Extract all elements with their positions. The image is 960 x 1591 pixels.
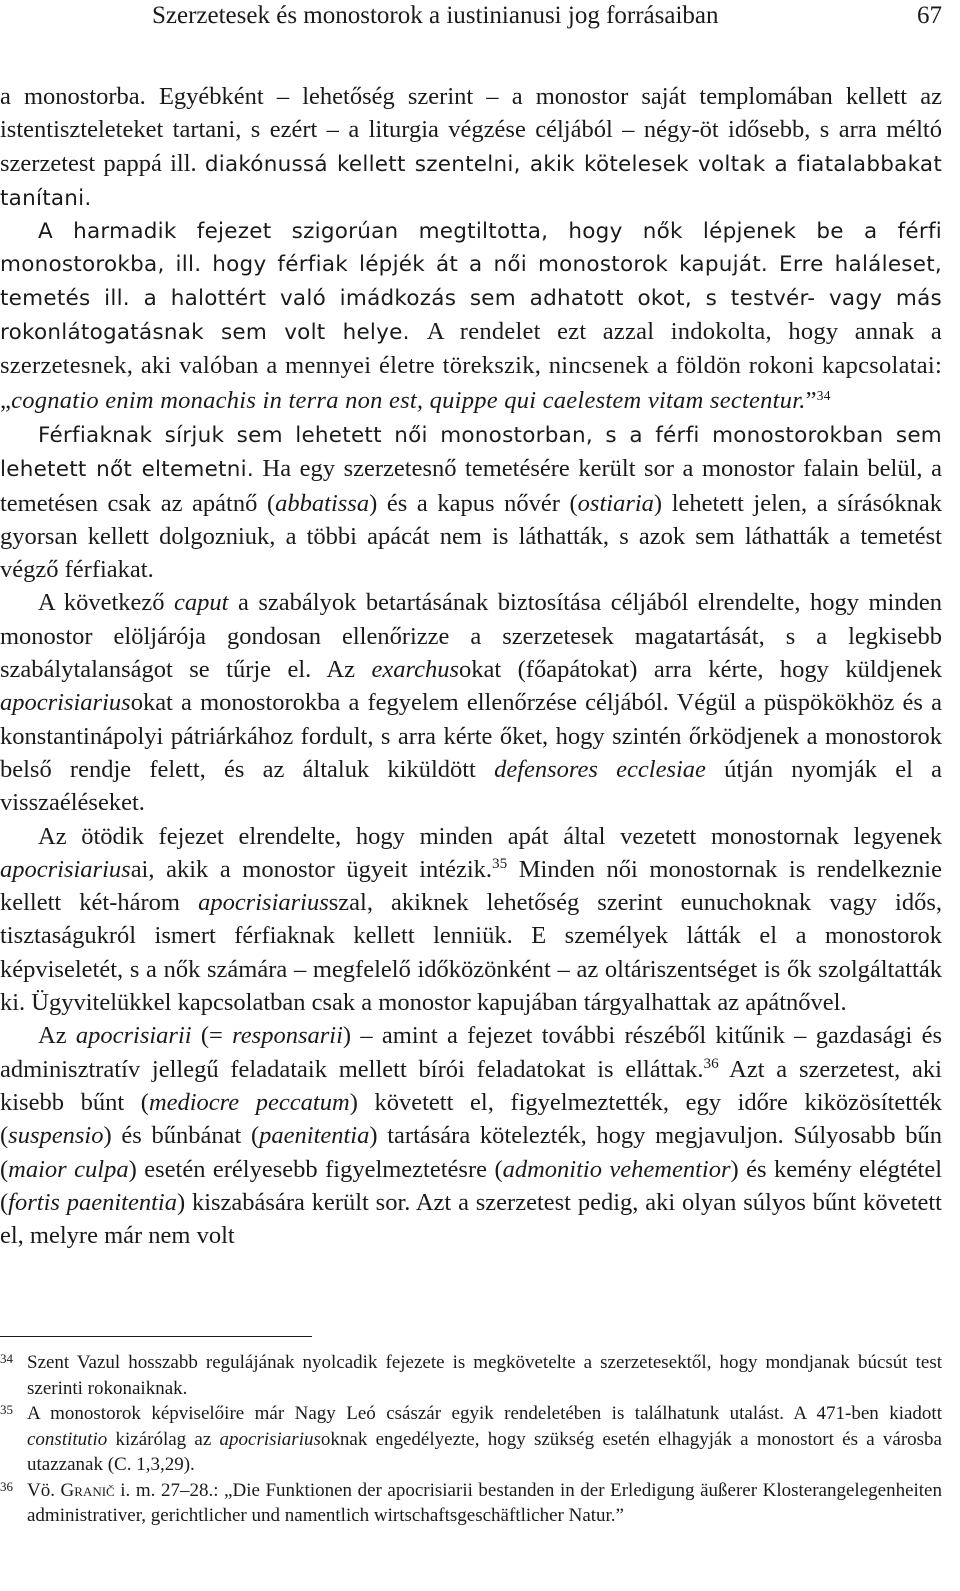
paragraph-6-text-j: ) és bűnbánat (	[103, 1122, 260, 1150]
paragraph-3-text-d: ) és a kapus nővér (	[369, 489, 578, 517]
paragraph-6-term-responsarii: responsarii	[232, 1022, 343, 1050]
footnote-ref-35[interactable]: 35	[492, 854, 508, 872]
paragraph-2	[0, 215, 942, 418]
paragraph-6-text-p: ) és kemény elégtétel (	[0, 1155, 943, 1216]
paragraph-5-text-f: szal, akiknek lehetőség szerint eunuchoknak vagy idős, tisztaságukról ismert férfiaknak kellett lenniük. E személyek látták el a monostorok képviseletét, s a nők számára – megfelelő időközönként – az oltáriszentséget is ők szolgáltatták ki. Ügyvitelükkel kapcsolatban csak a monostor kapujában tárgyalhattak az apátnővel.	[0, 889, 943, 1017]
footnote-text: Szent Vazul hosszabb regulájának nyolcadik fejezete is megkövetelte a szerzetesektől, hogy mondjanak búcsút test szerinti rokonaiknak.	[27, 1352, 942, 1399]
paragraph-4-term-caput: caput	[174, 589, 229, 617]
paragraph-4-text-g: okat a monostorokba a fegyelem ellenőrzése céljából. Végül a püspökökhöz és a konstantinápolyi pátriárkához fordult, s arra kérte őket, hogy szintén őrködjenek a monostorok belső rendje felett, és az általuk kiküldött	[0, 689, 942, 783]
paragraph-6	[0, 1019, 942, 1252]
paragraph-4-text-e: okat (főapátokat) arra kérte, hogy küldjenek	[459, 656, 942, 684]
paragraph-3-text-b: Ha egy szerzetesnő temetésére került sor a monostor falain belül, a temetésen csak az apátnő (	[0, 455, 942, 517]
footnote-34	[0, 1350, 942, 1401]
main-text	[0, 80, 942, 1252]
paragraph-3-term-ostiaria: ostiaria	[577, 489, 654, 517]
paragraph-4-term-exarchus: exarchus	[371, 656, 459, 684]
paragraph-5	[0, 820, 942, 1020]
paragraph-6-text-n: ) esetén erélyesebb figyelmeztetésre (	[128, 1155, 503, 1183]
footnote-text-e: oknak engedélyezte, hogy szükség esetén elhagyják a monostort és a városba utazzanak (C. 1,3,29).	[27, 1428, 942, 1475]
footnote-text-c: kizárólag az	[107, 1428, 220, 1450]
paragraph-6-term-maior-culpa: maior culpa	[8, 1155, 129, 1183]
paragraph-6-term-suspensio: suspensio	[8, 1122, 104, 1150]
paragraph-4-text-c: a szabályok betartásának biztosítása céljából elrendelte, hogy minden monostor elöljárója gondosan ellenőrizze a szerzetesek magatartását, s a legkisebb szabálytalanságot se tűrje el. Az	[0, 589, 942, 684]
paragraph-5-text-a: Az ötödik fejezet elrendelte, hogy minden apát által vezetett monostornak legyenek	[38, 822, 942, 850]
paragraph-6-term-paenitentia: paenitentia	[259, 1122, 370, 1150]
paragraph-3-term-abbatissa: abbatissa	[275, 489, 370, 517]
paragraph-4-text-i: útján nyomják el a visszaéléseket.	[0, 755, 942, 817]
paragraph-2-quote-close: ”	[805, 386, 817, 414]
paragraph-4-term-apocrisiarius: apocrisiarius	[0, 689, 131, 717]
paragraph-5-text-c: ai, akik a monostor ügyeit intézik.	[130, 855, 492, 883]
paragraph-6-text-f: Azt a szerzetest, aki kisebb bűnt (	[0, 1055, 942, 1116]
footnote-35	[0, 1401, 942, 1478]
footnote-term-constitutio: constitutio	[27, 1428, 108, 1450]
footnote-text-a: Vö.	[27, 1479, 61, 1501]
footnote-text-a: A monostorok képviselőire már Nagy Leó császár egyik rendeletében is találhatunk utalást. A 471-ben kiadott	[27, 1403, 942, 1424]
paragraph-6-text-h: ) követett el, figyelmeztették, egy időre kiközösítették (	[0, 1088, 942, 1150]
paragraph-4-term-defensores: defensores ecclesiae	[494, 755, 706, 783]
paragraph-6-text-a: Az	[38, 1022, 76, 1050]
page-header	[0, 0, 942, 40]
footnote-ref-34[interactable]: 34	[816, 387, 831, 403]
paragraph-2-latin-quote: cognatio enim monachis in terra non est, quippe qui caelestem vitam sectentur.	[11, 386, 806, 414]
paragraph-6-term-fortis-paenitentia: fortis paenitentia	[8, 1188, 177, 1216]
paragraph-6-text-c: (=	[191, 1022, 233, 1050]
paragraph-2-text-a: A harmadik fejezet szigorúan megtiltotta, hogy nők lépjenek be a férfi monostorokba, ill. hogy férfiak lépjék át a női monostorok kapuját. Erre haláleset, temetés ill. a halottért való imádkozás sem adhatott okot, s testvér- vagy más rokonlátogatásnak sem volt helye.	[0, 219, 942, 346]
paragraph-5-text-d: Minden női monostornak is rendelkeznie kellett két-három	[0, 855, 942, 917]
footnote-term-apocrisiarius: apocrisiarius	[219, 1428, 321, 1450]
paragraph-1-text-b: diakónussá kellett szentelni, akik kötelesek voltak a fiatalabbakat tanítani.	[0, 151, 942, 211]
paragraph-3-text-a: Férfiaknak sírjuk sem lehetett női monostorban, s a férfi monostorokban sem lehetett nőt eltemetni.	[0, 422, 942, 483]
paragraph-1-text-a: a monostorba. Egyébként – lehetőség szerint – a monostor saját templomában kellett az istentiszteleteket tartani, s ezért – a liturgia végzése céljából – négy-öt idősebb, s arra méltó szerzetest pappá ill.	[0, 83, 942, 177]
paragraph-6-term-admonitio: admonitio vehementior	[502, 1155, 731, 1183]
footnote-text-c: i. m. 27–28.: „Die Funktionen der apocrisiarii bestanden in der Erledigung äußerer Klosterangelegenheiten administrativer, gerichtlicher und namentlich wirtschaftsgeschäftlicher Natur.”	[27, 1479, 942, 1526]
paragraph-3-text-f: ) lehetett jelen, a sírásóknak gyorsan kellett dolgozniuk, a többi apácát nem is láthatták, s azok sem láthatták a temetést végző férfiakat.	[0, 489, 943, 584]
paragraph-5-term-apocrisiarius-2: apocrisiarius	[198, 889, 329, 917]
paragraph-4-text-a: A következő	[38, 589, 175, 617]
paragraph-6-term-apocrisiarii: apocrisiarii	[75, 1022, 192, 1050]
footnote-author-granic: Granič	[60, 1479, 115, 1501]
paragraph-1	[0, 80, 942, 215]
paragraph-6-text-e: ) – amint a fejezet további részéből kitűnik – gazdasági és adminisztratív jellegű feladataik mellett bírói feladatokat is elláttak.	[0, 1022, 942, 1083]
running-title: Szerzetesek és monostorok a iustinianusi jog forrásaiban	[152, 2, 719, 29]
page-number: 67	[917, 2, 942, 29]
paragraph-5-term-apocrisiarius-1: apocrisiarius	[0, 855, 131, 883]
footnote-number: 34	[0, 1351, 13, 1366]
paragraph-6-text-l: ) tartására kötelezték, hogy megjavuljon. Súlyosabb bűn (	[0, 1122, 942, 1183]
footnote-number: 35	[0, 1402, 13, 1417]
paragraph-2-text-b: A rendelet ezt azzal indokolta, hogy annak a szerzetesnek, aki valóban a mennyei életre törekszik, nincsenek a földön rokoni kapcsolatai: „	[0, 318, 942, 414]
paragraph-3	[0, 418, 942, 586]
paragraph-6-text-r: ) kiszabására került sor. Azt a szerzetest pedig, aki olyan súlyos bűnt követett el, melyre már nem volt	[0, 1188, 942, 1250]
footnote-number: 36	[0, 1478, 13, 1494]
footnote-separator	[0, 1336, 312, 1337]
footnotes	[0, 1350, 942, 1529]
footnote-36	[0, 1478, 942, 1529]
paragraph-4	[0, 586, 942, 819]
paragraph-6-term-mediocre-peccatum: mediocre peccatum	[148, 1088, 350, 1116]
footnote-ref-36[interactable]: 36	[703, 1054, 719, 1072]
